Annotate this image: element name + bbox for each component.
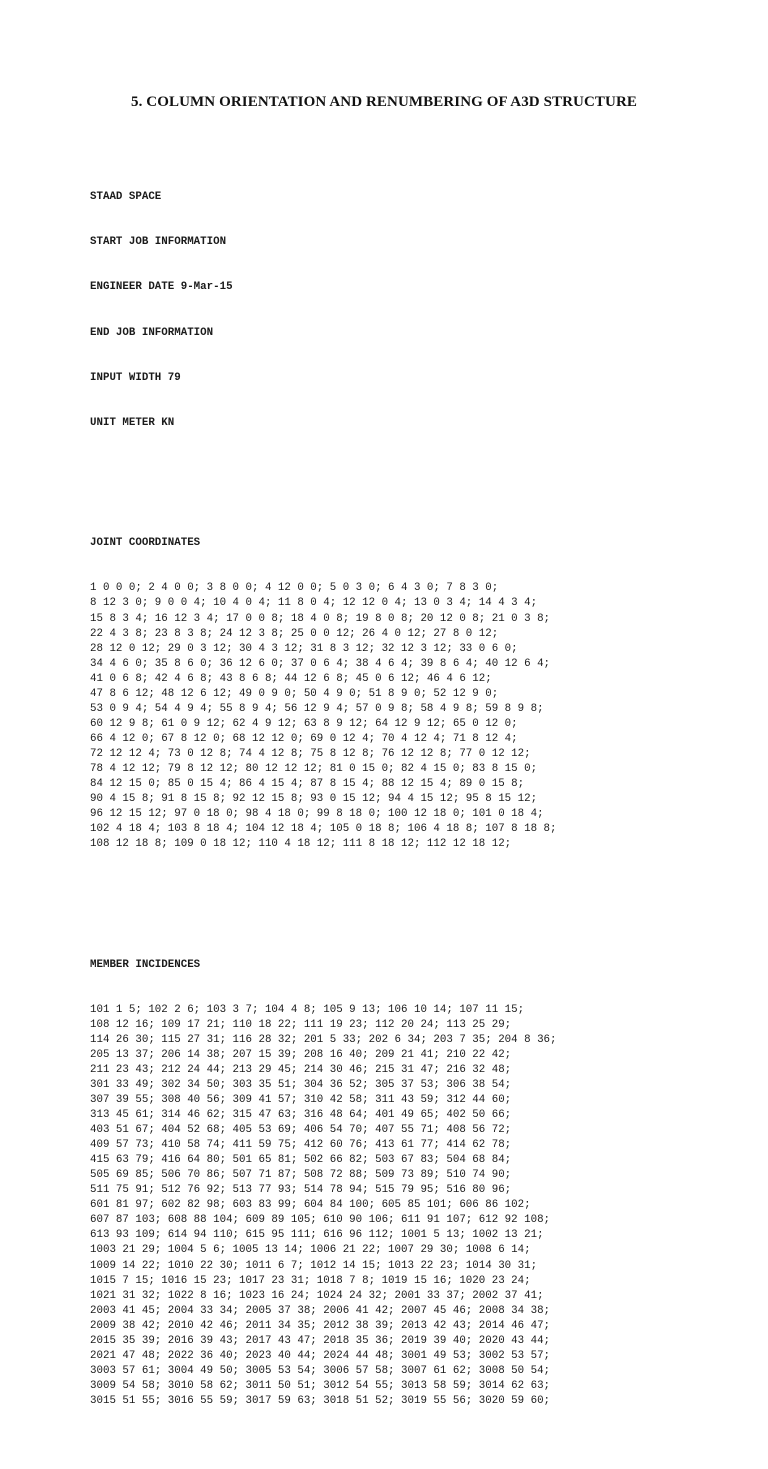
member-incidence-line: 1015 7 15; 1016 15 23; 1017 23 31; 1018 7 8; 1019 15 16; 1020 23 24; [90,1274,531,1287]
member-incidence-line: 205 13 37; 206 14 38; 207 15 39; 208 16 40; 209 21 41; 210 22 42; [90,1048,512,1061]
member-incidence-line: 2015 35 39; 2016 39 43; 2017 43 47; 2018 35 36; 2019 39 40; 2020 43 44; [90,1334,551,1347]
header-line: START JOB INFORMATION [90,236,227,249]
member-incidence-line: 2021 47 48; 2022 36 40; 2023 40 44; 2024 44 48; 3001 49 53; 3002 53 57; [90,1349,551,1362]
member-incidence-line: 601 81 97; 602 82 98; 603 83 99; 604 84 100; 605 85 101; 606 86 102; [90,1199,531,1212]
header-line: INPUT WIDTH 79 [90,371,181,384]
joint-coordinate-line: 96 12 15 12; 97 0 18 0; 98 4 18 0; 99 8 18 0; 100 12 18 0; 101 0 18 4; [90,808,544,821]
staad-input-listing [90,130,760,1469]
member-incidence-line: 108 12 16; 109 17 21; 110 18 22; 111 19 23; 112 20 24; 113 25 29; [90,1018,512,1031]
member-incidence-line: 409 57 73; 410 58 74; 411 59 75; 412 60 76; 413 61 77; 414 62 78; [90,1139,512,1152]
member-incidence-line: 2009 38 42; 2010 42 46; 2011 34 35; 2012 38 39; 2013 42 43; 2014 46 47; [90,1319,551,1332]
member-incidence-line: 613 93 109; 614 94 110; 615 95 111; 616 96 112; 1001 5 13; 1002 13 21; [90,1229,544,1242]
member-incidence-line: 101 1 5; 102 2 6; 103 3 7; 104 4 8; 105 9 13; 106 10 14; 107 11 15; [90,1003,525,1016]
member-incidences-label: MEMBER INCIDENCES [90,958,201,971]
member-incidence-line: 505 69 85; 506 70 86; 507 71 87; 508 72 88; 509 73 89; 510 74 90; [90,1169,512,1182]
joint-coordinate-line: 15 8 3 4; 16 12 3 4; 17 0 0 8; 18 4 0 8; 19 8 0 8; 20 12 0 8; 21 0 3 8; [90,612,551,625]
joint-coordinate-line: 8 12 3 0; 9 0 0 4; 10 4 0 4; 11 8 0 4; 12 12 0 4; 13 0 3 4; 14 4 3 4; [90,597,538,610]
header-line: UNIT METER KN [90,416,175,429]
member-incidence-line: 3015 51 55; 3016 55 59; 3017 59 63; 3018 51 52; 3019 55 56; 3020 59 60; [90,1394,551,1407]
joint-coordinate-line: 53 0 9 4; 54 4 9 4; 55 8 9 4; 56 12 9 4; 57 0 9 8; 58 4 9 8; 59 8 9 8; [90,702,544,715]
joint-coordinate-line: 28 12 0 12; 29 0 3 12; 30 4 3 12; 31 8 3 12; 32 12 3 12; 33 0 6 0; [90,642,518,655]
joint-coordinate-line: 60 12 9 8; 61 0 9 12; 62 4 9 12; 63 8 9 12; 64 12 9 12; 65 0 12 0; [90,717,518,730]
joint-coordinate-line: 34 4 6 0; 35 8 6 0; 36 12 6 0; 37 0 6 4; 38 4 6 4; 39 8 6 4; 40 12 6 4; [90,657,551,670]
joint-coordinate-line: 22 4 3 8; 23 8 3 8; 24 12 3 8; 25 0 0 12; 26 4 0 12; 27 8 0 12; [90,627,499,640]
joint-coordinate-line: 108 12 18 8; 109 0 18 12; 110 4 18 12; 111 8 18 12; 112 12 18 12; [90,838,512,851]
joint-coordinates-label: JOINT COORDINATES [90,537,201,550]
joint-coordinate-line: 41 0 6 8; 42 4 6 8; 43 8 6 8; 44 12 6 8; 45 0 6 12; 46 4 6 12; [90,672,492,685]
member-incidence-line: 3003 57 61; 3004 49 50; 3005 53 54; 3006 57 58; 3007 61 62; 3008 50 54; [90,1364,551,1377]
joint-coordinate-line: 72 12 12 4; 73 0 12 8; 74 4 12 8; 75 8 12 8; 76 12 12 8; 77 0 12 12; [90,747,531,760]
member-incidences-block [90,927,760,1439]
joint-coordinate-line: 102 4 18 4; 103 8 18 4; 104 12 18 4; 105 0 18 8; 106 4 18 8; 107 8 18 8; [90,823,557,836]
job-header-block [90,160,760,461]
member-incidence-line: 511 75 91; 512 76 92; 513 77 93; 514 78 94; 515 79 95; 516 80 96; [90,1184,512,1197]
header-line: END JOB INFORMATION [90,326,214,339]
member-incidence-line: 313 45 61; 314 46 62; 315 47 63; 316 48 64; 401 49 65; 402 50 66; [90,1109,512,1122]
joint-coordinate-line: 66 4 12 0; 67 8 12 0; 68 12 12 0; 69 0 12 4; 70 4 12 4; 71 8 12 4; [90,732,518,745]
joint-coordinate-line: 47 8 6 12; 48 12 6 12; 49 0 9 0; 50 4 9 0; 51 8 9 0; 52 12 9 0; [90,687,499,700]
header-line: STAAD SPACE [90,191,162,204]
member-incidence-line: 1003 21 29; 1004 5 6; 1005 13 14; 1006 21 22; 1007 29 30; 1008 6 14; [90,1244,531,1257]
member-incidence-line: 301 33 49; 302 34 50; 303 35 51; 304 36 52; 305 37 53; 306 38 54; [90,1078,512,1091]
member-incidence-line: 114 26 30; 115 27 31; 116 28 32; 201 5 33; 202 6 34; 203 7 35; 204 8 36; [90,1033,557,1046]
member-incidence-line: 1021 31 32; 1022 8 16; 1023 16 24; 1024 24 32; 2001 33 37; 2002 37 41; [90,1289,544,1302]
member-incidence-line: 307 39 55; 308 40 56; 309 41 57; 310 42 58; 311 43 59; 312 44 60; [90,1094,512,1106]
member-incidence-line: 3009 54 58; 3010 58 62; 3011 50 51; 3012 54 55; 3013 58 59; 3014 62 63; [90,1379,551,1392]
joint-coordinates-block [90,506,760,882]
section-heading: 5. COLUMN ORIENTATION AND RENUMBERING OF A3D STRUCTURE [131,94,637,110]
joint-coordinate-line: 90 4 15 8; 91 8 15 8; 92 12 15 8; 93 0 15 12; 94 4 15 12; 95 8 15 12; [90,793,538,806]
member-incidence-line: 211 23 43; 212 24 44; 213 29 45; 214 30 46; 215 31 47; 216 32 48; [90,1063,512,1076]
member-incidences-lines [90,1003,760,1409]
header-line: ENGINEER DATE 9-Mar-15 [90,281,233,294]
joint-coordinate-line: 78 4 12 12; 79 8 12 12; 80 12 12 12; 81 0 15 0; 82 4 15 0; 83 8 15 0; [90,762,538,775]
joint-coordinates-lines [90,581,760,852]
member-incidence-line: 403 51 67; 404 52 68; 405 53 69; 406 54 70; 407 55 71; 408 56 72; [90,1124,512,1137]
member-incidence-line: 2003 41 45; 2004 33 34; 2005 37 38; 2006 41 42; 2007 45 46; 2008 34 38; [90,1304,551,1317]
member-incidence-line: 1009 14 22; 1010 22 30; 1011 6 7; 1012 14 15; 1013 22 23; 1014 30 31; [90,1259,538,1272]
joint-coordinate-line: 84 12 15 0; 85 0 15 4; 86 4 15 4; 87 8 15 4; 88 12 15 4; 89 0 15 8; [90,778,525,791]
member-incidence-line: 415 63 79; 416 64 80; 501 65 81; 502 66 82; 503 67 83; 504 68 84; [90,1154,512,1167]
member-incidence-line: 607 87 103; 608 88 104; 609 89 105; 610 90 106; 611 91 107; 612 92 108; [90,1214,551,1227]
joint-coordinate-line: 1 0 0 0; 2 4 0 0; 3 8 0 0; 4 12 0 0; 5 0 3 0; 6 4 3 0; 7 8 3 0; [90,582,499,595]
